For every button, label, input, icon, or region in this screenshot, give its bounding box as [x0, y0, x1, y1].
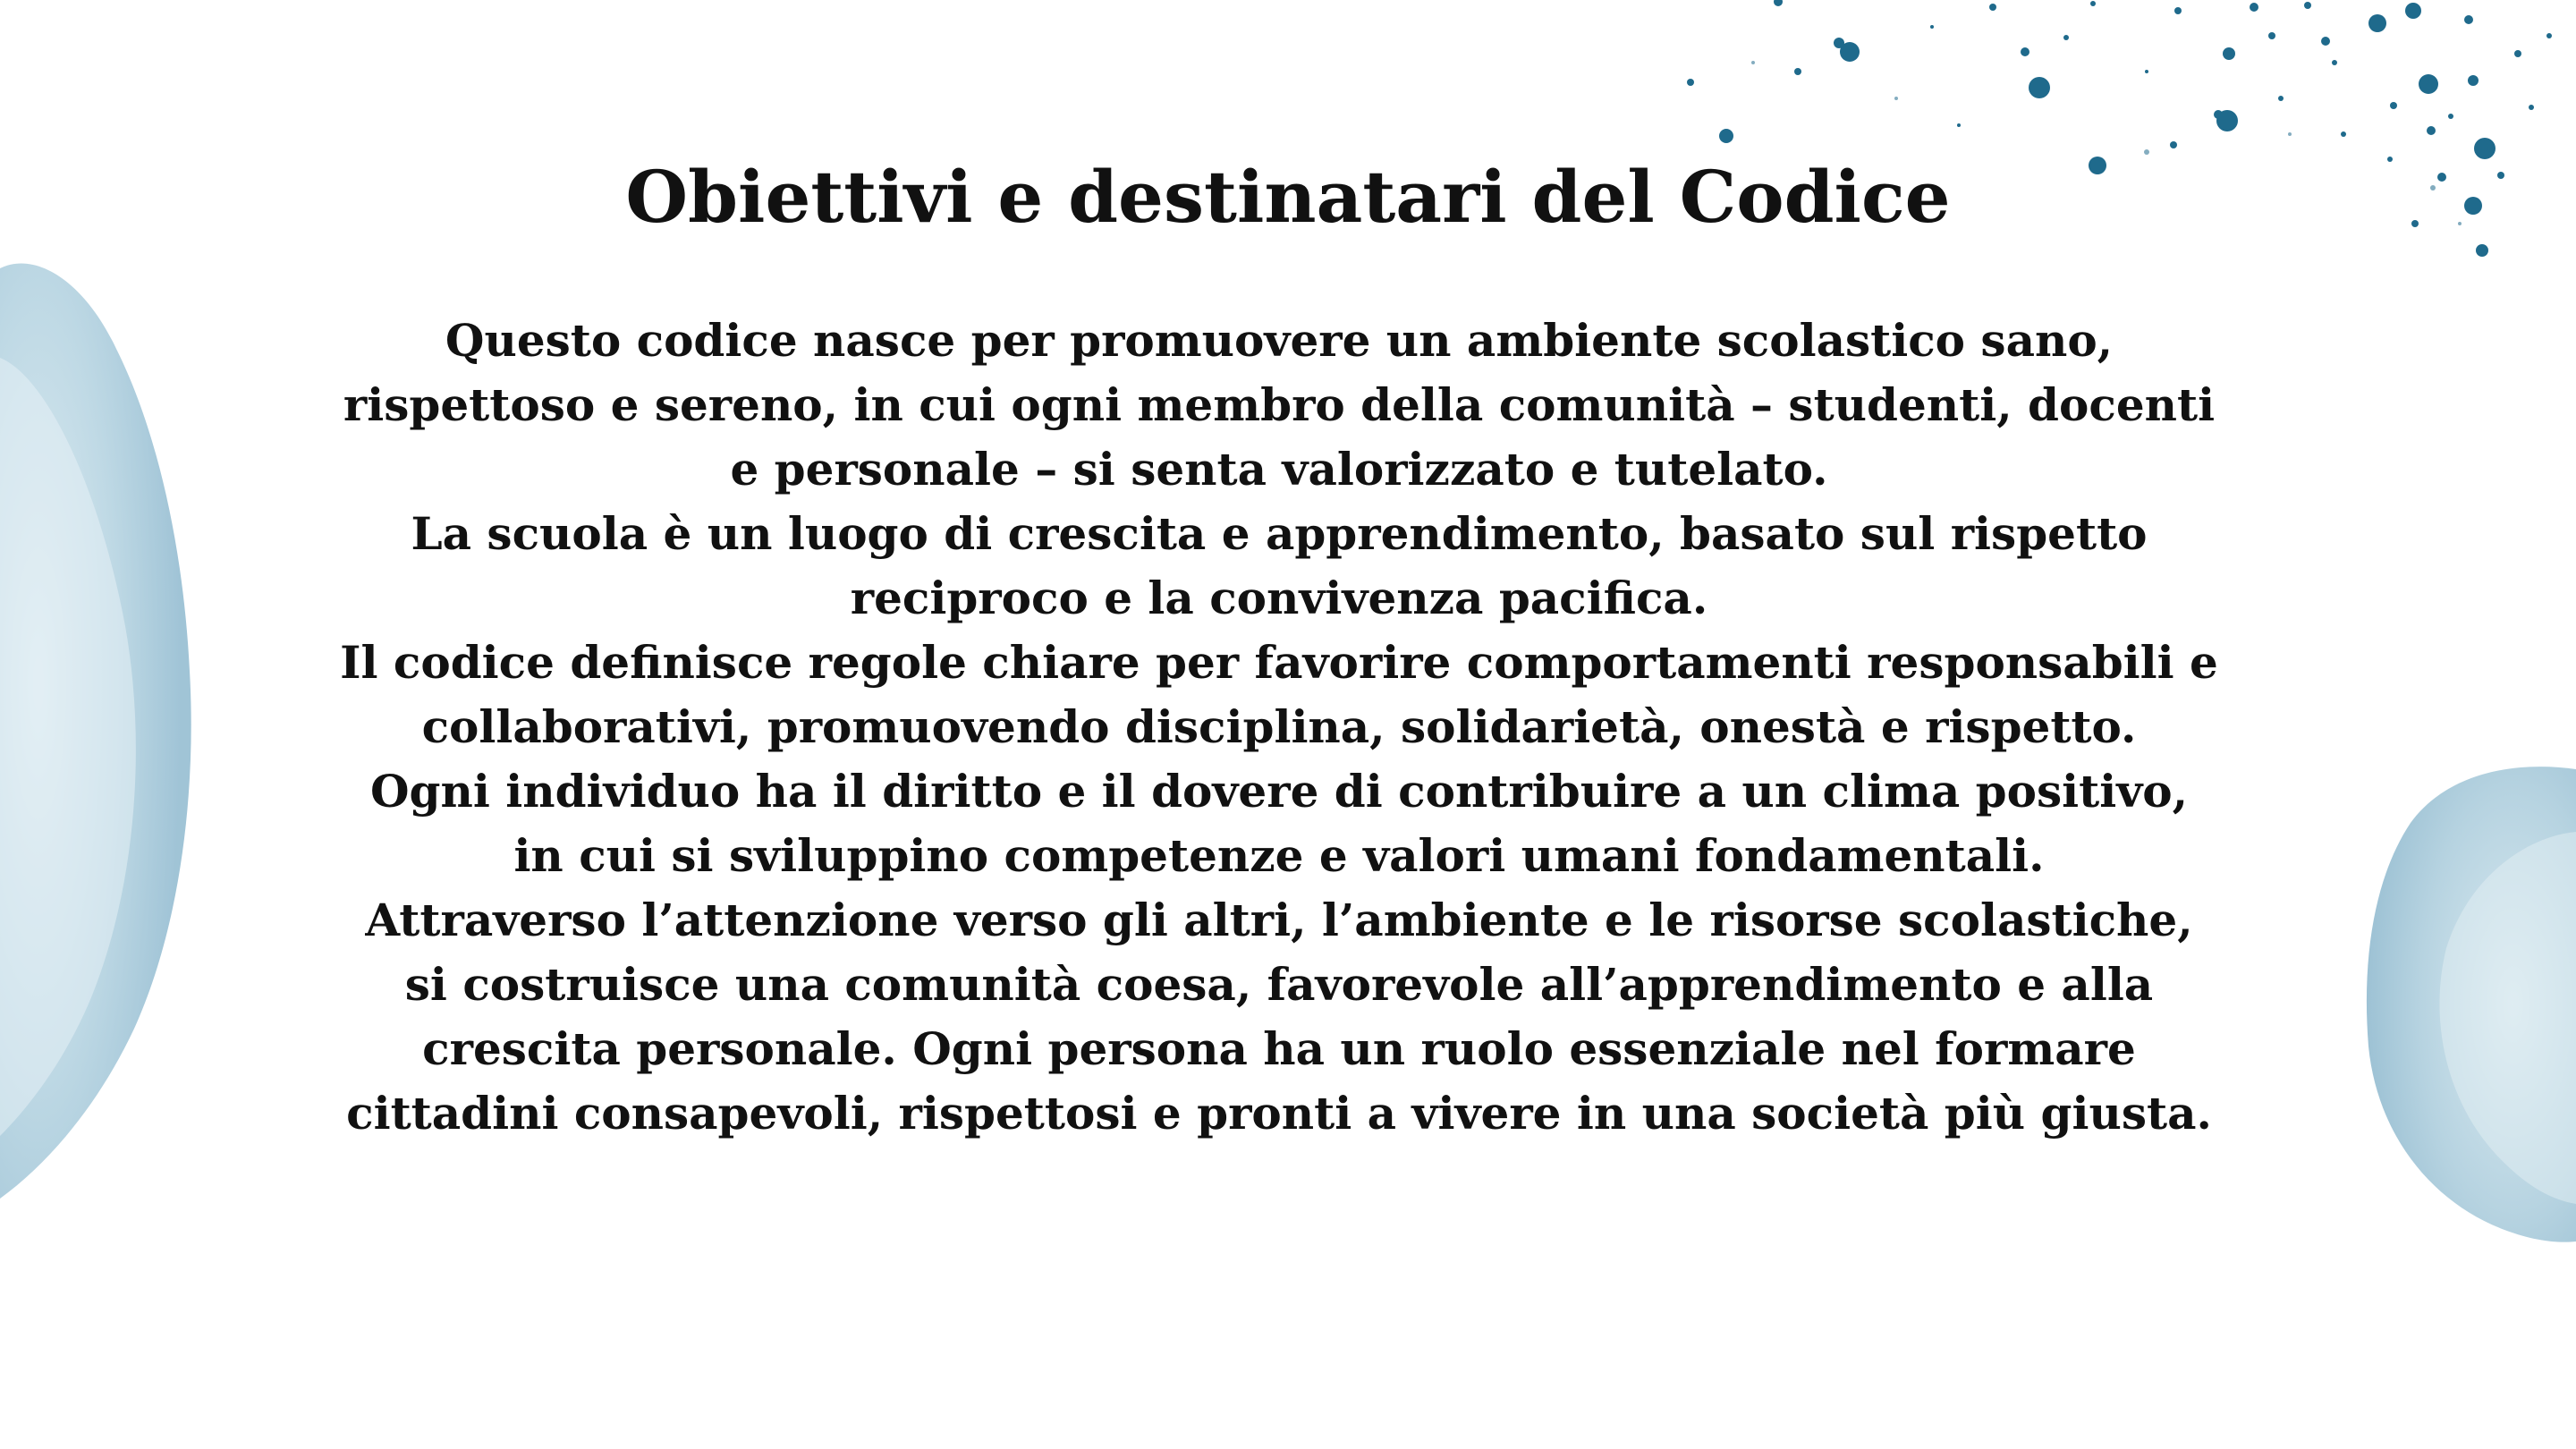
body-paragraph: Questo codice nasce per promuovere un ambiente scolastico sano, rispettoso e sereno, in cui ogni membro della comunità – studenti, docenti e personale – si senta valorizzato e tutelato. [343, 314, 2216, 496]
body-paragraph: Il codice definisce regole chiare per favorire comportamenti responsabili e collaborativi, promuovendo disciplina, solidarietà, onestà e rispetto. [340, 636, 2218, 753]
right-watercolor-blob [2361, 760, 2576, 1243]
slide-body [340, 309, 2218, 1146]
left-watercolor-blob [0, 250, 215, 1199]
body-paragraph: La scuola è un luogo di crescita e apprendimento, basato sul rispetto reciproco e la convivenza pacifica. [411, 507, 2148, 624]
slide-title: Obiettivi e destinatari del Codice [625, 155, 1951, 239]
body-paragraph: Attraverso l’attenzione verso gli altri, l’ambiente e le risorse scolastiche, si costruisce una comunità coesa, favorevole all’apprendimento e alla crescita personale. Ogni persona ha un ruolo essenziale nel formare cittadini consapevoli, rispettosi e pronti a vivere in una società più giusta. [346, 894, 2212, 1140]
body-paragraph: Ogni individuo ha il diritto e il dovere di contribuire a un clima positivo, in cui si sviluppino competenze e valori umani fondamentali. [369, 765, 2189, 882]
